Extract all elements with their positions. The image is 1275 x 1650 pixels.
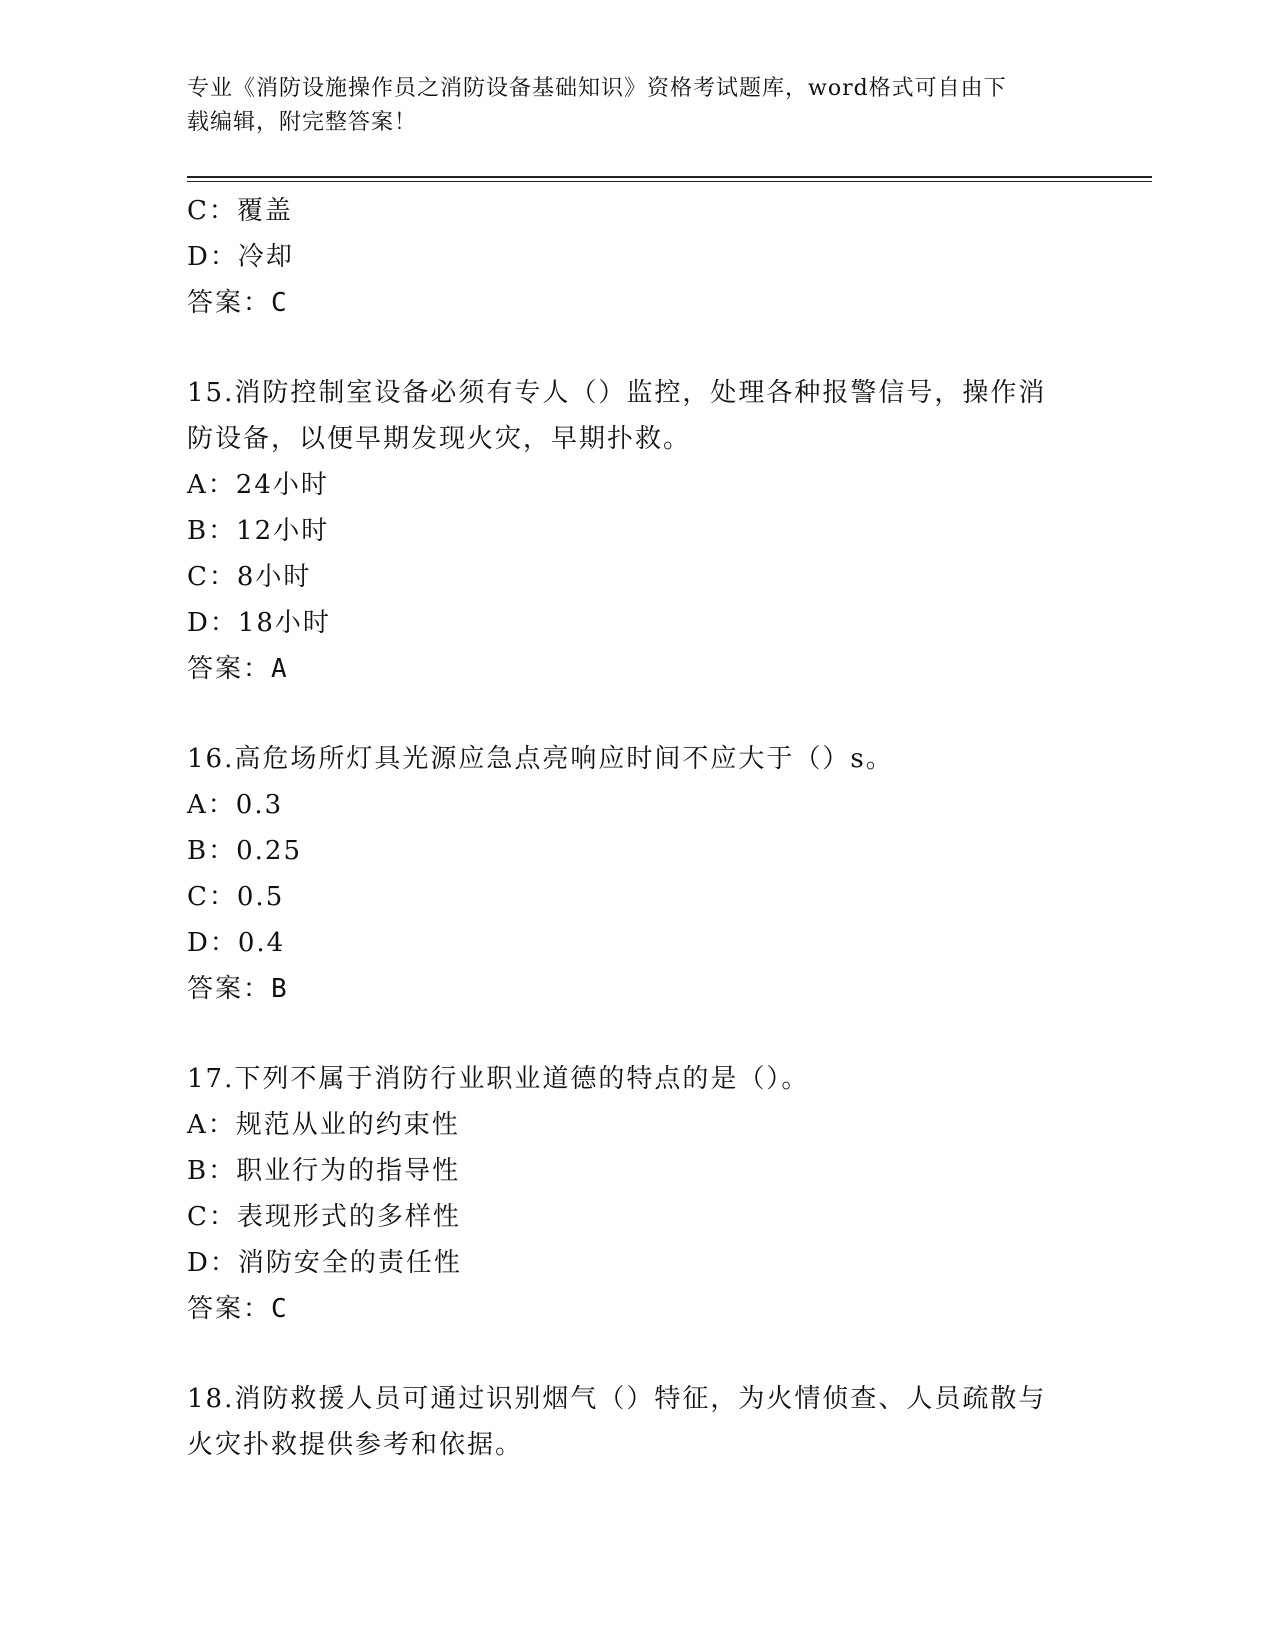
question-16 — [187, 736, 1087, 1012]
option-c: C：0.5 — [187, 882, 285, 912]
question-text-line: 17.下列不属于消防行业职业道德的特点的是（）。 — [187, 1064, 810, 1094]
answer-line: 答案：A — [187, 654, 289, 684]
answer-line: 答案：C — [187, 288, 289, 318]
spacer — [187, 1012, 1087, 1056]
option-d: D：消防安全的责任性 — [187, 1248, 462, 1278]
header-line-2: 载编辑，附完整答案！ — [187, 110, 418, 135]
option-d: D：冷却 — [187, 242, 294, 272]
spacer — [187, 692, 1087, 736]
option-b: B：12小时 — [187, 516, 330, 546]
spacer — [187, 1332, 1087, 1376]
option-a: A：24小时 — [187, 470, 329, 500]
answer-line: 答案：B — [187, 974, 289, 1004]
question-15 — [187, 370, 1087, 692]
header-divider-thick — [187, 176, 1152, 178]
option-b: B：0.25 — [187, 836, 302, 866]
question-18 — [187, 1376, 1087, 1468]
question-text-line: 16.高危场所灯具光源应急点亮响应时间不应大于（）s。 — [187, 744, 894, 774]
option-c: C：8小时 — [187, 562, 312, 592]
answer-line: 答案：C — [187, 1294, 289, 1324]
document-header — [187, 72, 1067, 140]
option-c: C：表现形式的多样性 — [187, 1202, 461, 1232]
option-c: C：覆盖 — [187, 196, 293, 226]
question-text-line: 15.消防控制室设备必须有专人（）监控，处理各种报警信号，操作消 — [187, 378, 1047, 408]
question-list — [187, 188, 1087, 1468]
option-a: A：0.3 — [187, 790, 284, 820]
header-divider-thin — [187, 181, 1152, 182]
option-d: D：18小时 — [187, 608, 331, 638]
question-text-line: 18.消防救援人员可通过识别烟气（）特征，为火情侦查、人员疏散与 — [187, 1384, 1047, 1414]
previous-question-tail — [187, 188, 1087, 326]
question-text-line: 火灾扑救提供参考和依据。 — [187, 1430, 524, 1460]
option-d: D：0.4 — [187, 928, 286, 958]
spacer — [187, 326, 1087, 370]
question-17 — [187, 1056, 1087, 1332]
question-text-line: 防设备，以便早期发现火灾，早期扑救。 — [187, 424, 692, 454]
option-a: A：规范从业的约束性 — [187, 1110, 460, 1140]
option-b: B：职业行为的指导性 — [187, 1156, 461, 1186]
header-line-1: 专业《消防设施操作员之消防设备基础知识》资格考试题库，word格式可自由下 — [187, 76, 1007, 101]
